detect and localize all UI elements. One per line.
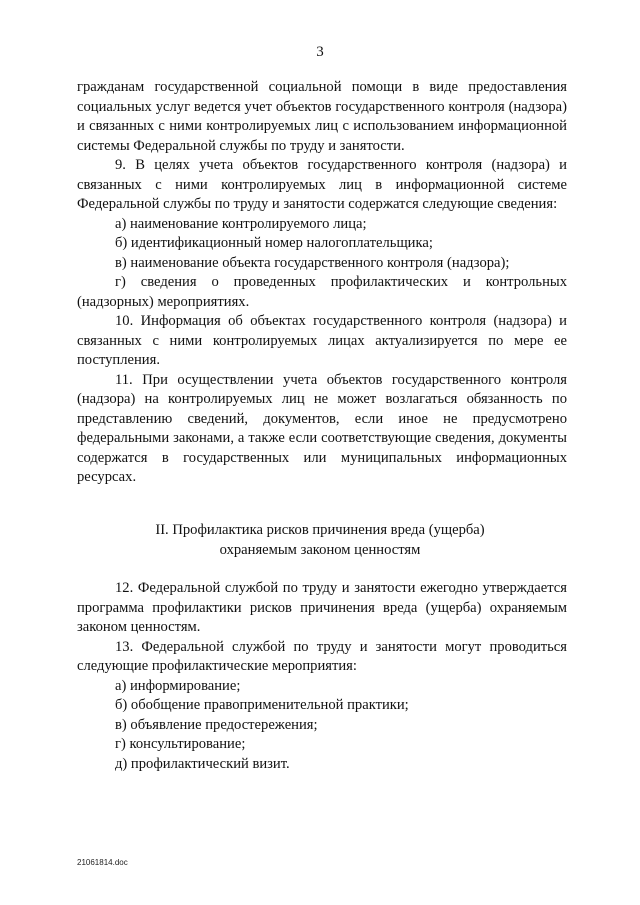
paragraph-12: 12. Федеральной службой по труду и занятости ежегодно утверждается программа профилактики рисков причинения вреда (ущерба) охраняемым законом ценностям. bbox=[77, 580, 567, 635]
page-number: 3 bbox=[316, 44, 324, 60]
list-item-b: б) обобщение правоприменительной практики; bbox=[115, 697, 409, 713]
list-item-b: б) идентификационный номер налогоплательщика; bbox=[115, 235, 433, 251]
body-text-block-2 bbox=[77, 579, 567, 774]
paragraph-11: 11. При осуществлении учета объектов государственного контроля (надзора) на контролируемых лиц не может возлагаться обязанность по представлению сведений, документов, если иное не предусмотрено федеральными законами, а также если соответствующие сведения, документы содержатся в государственных или муниципальных информационных ресурсах. bbox=[77, 371, 567, 485]
footer-doc-code: 21061814.doc bbox=[77, 858, 128, 867]
paragraph-13: 13. Федеральной службой по труду и занятости могут проводиться следующие профилактические мероприятия: bbox=[77, 638, 567, 674]
list-item-v: в) объявление предостережения; bbox=[115, 716, 318, 733]
list-item-d: д) профилактический визит. bbox=[115, 755, 290, 772]
list-item-g: г) консультирование; bbox=[115, 736, 246, 752]
section-heading bbox=[0, 521, 640, 560]
section-heading-line-2: охраняемым законом ценностям bbox=[219, 541, 421, 558]
list-item-g: г) сведения о проведенных профилактических и контрольных (надзорных) мероприятиях. bbox=[77, 274, 567, 310]
body-text-block-1 bbox=[77, 78, 567, 488]
list-item-v: в) наименование объекта государственного контроля (надзора); bbox=[115, 254, 510, 271]
paragraph-9: 9. В целях учета объектов государственного контроля (надзора) и связанных с ними контролируемых лиц в информационной системе Федеральной службы по труду и занятости содержатся следующие сведения: bbox=[77, 157, 567, 212]
list-item-a: а) информирование; bbox=[115, 677, 241, 694]
paragraph-10: 10. Информация об объектах государственного контроля (надзора) и связанных с ними контролируемых лицах актуализируется по мере ее поступления. bbox=[77, 313, 567, 368]
section-heading-line-1: II. Профилактика рисков причинения вреда (ущерба) bbox=[155, 522, 485, 538]
paragraph-continuation: гражданам государственной социальной помощи в виде предоставления социальных услуг ведется учет объектов государственного контроля (надзора) и связанных с ними контролируемых лиц с использованием информационной системы Федеральной службы по труду и занятости. bbox=[77, 79, 567, 154]
list-item-a: а) наименование контролируемого лица; bbox=[115, 215, 367, 232]
